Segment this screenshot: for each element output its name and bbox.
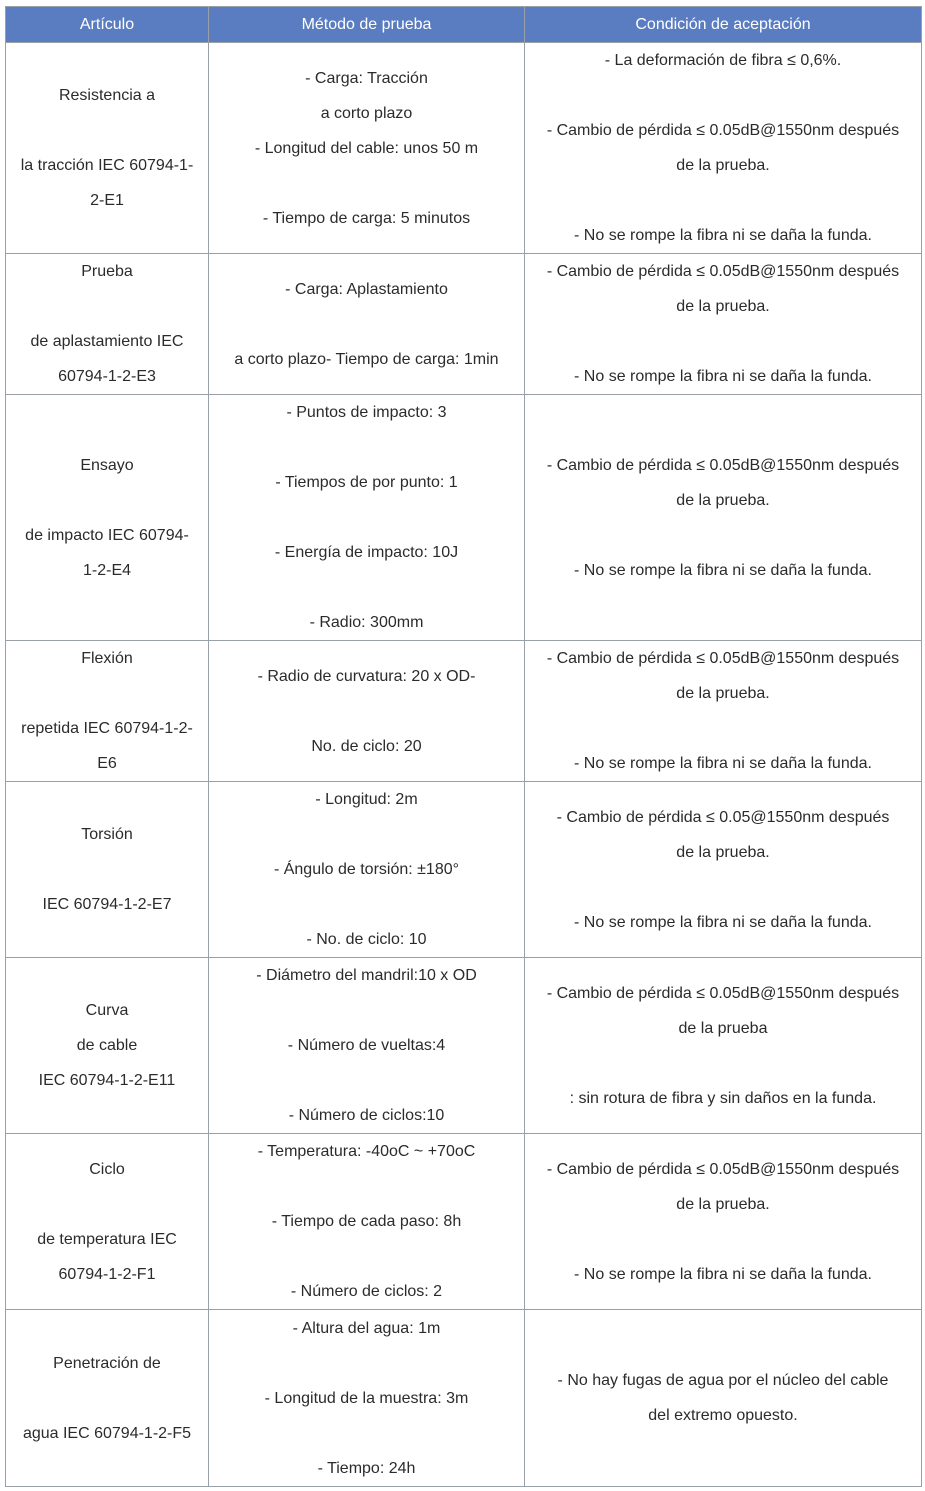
method-cell: [209, 254, 525, 395]
table-row: [6, 43, 922, 254]
condition-cell-lines: [531, 976, 915, 1116]
item-cell-lines: [12, 817, 202, 922]
condition-cell: [525, 395, 922, 641]
cell-line: de impacto IEC 60794-: [25, 526, 189, 544]
cell-line: repetida IEC 60794-1-2-: [21, 720, 193, 737]
cell-line: - Tiempo: 24h: [317, 1459, 416, 1477]
method-cell-lines: [215, 395, 518, 640]
cell-line: Ciclo: [89, 1160, 125, 1178]
method-cell: [209, 1134, 525, 1310]
cell-line: - Tiempo de cada paso: 8h: [271, 1213, 462, 1230]
condition-cell-lines: [531, 641, 915, 781]
cell-line: Resistencia a: [58, 87, 156, 104]
method-cell-lines: [215, 1134, 518, 1309]
cell-line: - Altura del agua: 1m: [292, 1319, 441, 1337]
cell-line: - Cambio de pérdida ≤ 0.05dB@1550nm después: [546, 650, 900, 667]
cell-line: - Puntos de impacto: 3: [286, 404, 447, 421]
cell-line: 1-2-E4: [82, 561, 132, 579]
cell-line: de la prueba.: [676, 1195, 770, 1213]
method-cell-lines: [215, 782, 518, 957]
cell-line: - Diámetro del mandril:10 x OD: [256, 967, 477, 984]
item-cell: [6, 958, 209, 1134]
method-cell: [209, 1310, 525, 1487]
item-cell-lines: [12, 993, 202, 1098]
item-cell-lines: [12, 254, 202, 394]
cell-line: a corto plazo: [320, 104, 413, 122]
method-cell-lines: [215, 272, 518, 377]
cell-line: - Tiempos de por punto: 1: [275, 474, 458, 491]
cell-line: : sin rotura de fibra y sin daños en la funda.: [569, 1089, 877, 1107]
cell-line: IEC 60794-1-2-E11: [38, 1072, 176, 1089]
item-cell-lines: [12, 641, 202, 781]
method-cell-lines: [215, 659, 518, 764]
cell-line: - No se rompe la fibra ni se daña la funda.: [574, 227, 872, 244]
cell-line: Penetración de: [53, 1354, 161, 1372]
cell-line: - Cambio de pérdida ≤ 0.05dB@1550nm después: [546, 456, 900, 474]
table-row: [6, 958, 922, 1134]
cell-line: de temperatura IEC: [37, 1230, 177, 1248]
item-cell: [6, 1310, 209, 1487]
method-cell: [209, 641, 525, 782]
item-cell-lines: [12, 448, 202, 588]
table-row: [6, 641, 922, 782]
cell-line: - Longitud: 2m: [315, 791, 418, 808]
table-row: [6, 254, 922, 395]
cell-line: - Número de vueltas:4: [287, 1037, 446, 1054]
cell-line: 60794-1-2-F1: [58, 1265, 156, 1283]
item-cell: [6, 254, 209, 395]
cell-line: de la prueba.: [676, 685, 770, 702]
cell-line: 60794-1-2-E3: [58, 368, 156, 385]
cell-line: - No se rompe la fibra ni se daña la funda.: [574, 561, 872, 579]
cell-line: - Carga: Tracción: [305, 69, 428, 87]
cell-line: - Cambio de pérdida ≤ 0.05dB@1550nm después: [546, 1160, 900, 1178]
condition-cell: [525, 958, 922, 1134]
condition-cell: [525, 43, 922, 254]
cell-line: a corto plazo- Tiempo de carga: 1min: [234, 350, 499, 368]
method-cell-lines: [215, 61, 518, 236]
cell-line: de aplastamiento IEC: [30, 333, 184, 350]
condition-cell: [525, 254, 922, 395]
cell-line: - Número de ciclos:10: [288, 1107, 445, 1124]
cell-line: Ensayo: [80, 456, 134, 474]
cell-line: - Longitud del cable: unos 50 m: [254, 139, 479, 157]
item-cell-lines: [12, 1152, 202, 1292]
table-body: [6, 43, 922, 1487]
cell-line: - Temperatura: -40oC ~ +70oC: [257, 1143, 476, 1160]
cell-line: - Cambio de pérdida ≤ 0.05dB@1550nm después: [546, 263, 900, 280]
condition-cell-lines: [531, 800, 915, 940]
method-cell-lines: [215, 1311, 518, 1486]
header-item: Artículo: [6, 7, 209, 43]
cell-line: Prueba: [81, 263, 133, 280]
method-cell-lines: [215, 958, 518, 1133]
item-cell-lines: [12, 78, 202, 218]
cell-line: de la prueba.: [676, 157, 770, 174]
cell-line: - Carga: Aplastamiento: [285, 280, 448, 298]
method-cell: [209, 395, 525, 641]
cell-line: de la prueba.: [676, 491, 770, 509]
item-cell: [6, 395, 209, 641]
cell-line: - Cambio de pérdida ≤ 0.05@1550nm después: [556, 808, 890, 826]
item-cell: [6, 1134, 209, 1310]
condition-cell-lines: [531, 448, 915, 588]
cell-line: - No. de ciclo: 10: [306, 931, 427, 948]
item-cell: [6, 43, 209, 254]
cell-line: - Radio de curvatura: 20 x OD-: [257, 667, 476, 685]
cell-line: de la prueba: [678, 1019, 768, 1037]
header-method: Método de prueba: [209, 7, 525, 43]
condition-cell: [525, 782, 922, 958]
cell-line: - No se rompe la fibra ni se daña la funda.: [574, 755, 872, 772]
item-cell: [6, 641, 209, 782]
cell-line: de la prueba.: [676, 298, 770, 315]
cell-line: - La deformación de fibra ≤ 0,6%.: [604, 52, 842, 69]
table-row: [6, 1134, 922, 1310]
table-row: [6, 782, 922, 958]
cell-line: IEC 60794-1-2-E7: [42, 896, 172, 913]
cell-line: la tracción IEC 60794-1-: [20, 157, 194, 174]
cell-line: agua IEC 60794-1-2-F5: [22, 1424, 192, 1442]
cell-line: Flexión: [81, 650, 133, 667]
cell-line: Torsión: [81, 826, 133, 843]
condition-cell: [525, 641, 922, 782]
cell-line: del extremo opuesto.: [648, 1407, 798, 1424]
cell-line: - Número de ciclos: 2: [290, 1283, 443, 1300]
method-cell: [209, 958, 525, 1134]
table-row: [6, 395, 922, 641]
cell-line: - Cambio de pérdida ≤ 0.05dB@1550nm después: [546, 122, 900, 139]
cell-line: Curva: [85, 1002, 129, 1019]
cell-line: - No se rompe la fibra ni se daña la funda.: [574, 368, 872, 385]
condition-cell: [525, 1134, 922, 1310]
cell-line: E6: [97, 755, 117, 772]
cell-line: de cable: [76, 1037, 138, 1054]
cell-line: No. de ciclo: 20: [311, 737, 422, 755]
condition-cell-lines: [531, 43, 915, 253]
cell-line: - Tiempo de carga: 5 minutos: [262, 209, 471, 227]
condition-cell-lines: [531, 1363, 915, 1433]
item-cell-lines: [12, 1346, 202, 1451]
table-row: [6, 1310, 922, 1487]
cell-line: - Radio: 300mm: [309, 614, 424, 631]
cell-line: - No se rompe la fibra ni se daña la funda.: [574, 1265, 872, 1283]
cell-line: - Longitud de la muestra: 3m: [264, 1389, 469, 1407]
cell-line: - No hay fugas de agua por el núcleo del cable: [557, 1372, 889, 1389]
cell-line: 2-E1: [90, 192, 124, 209]
condition-cell-lines: [531, 254, 915, 394]
cell-line: - Energía de impacto: 10J: [274, 544, 459, 561]
condition-cell-lines: [531, 1152, 915, 1292]
header-row: [6, 7, 922, 43]
cell-line: - No se rompe la fibra ni se daña la funda.: [574, 913, 872, 931]
method-cell: [209, 782, 525, 958]
cell-line: - Cambio de pérdida ≤ 0.05dB@1550nm después: [546, 984, 900, 1002]
cell-line: - Ángulo de torsión: ±180°: [273, 861, 460, 878]
method-cell: [209, 43, 525, 254]
condition-cell: [525, 1310, 922, 1487]
header-condition: Condición de aceptación: [525, 7, 922, 43]
cell-line: de la prueba.: [676, 843, 770, 861]
item-cell: [6, 782, 209, 958]
test-specification-table: [5, 6, 922, 1487]
